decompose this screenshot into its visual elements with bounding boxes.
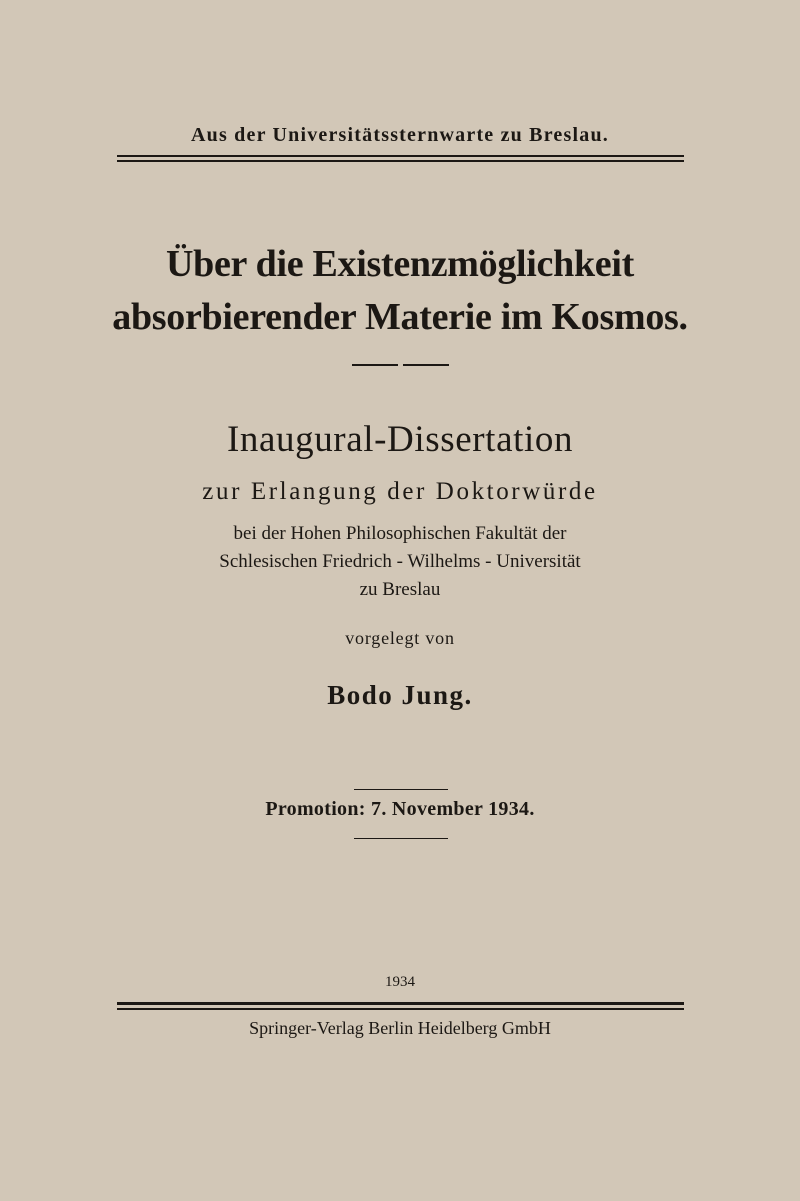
submitted-by-label: vorgelegt von xyxy=(345,628,455,648)
faculty-line-1: bei der Hohen Philosophischen Fakultät der xyxy=(233,523,567,544)
title-divider-left xyxy=(352,364,398,366)
publisher-name: Springer-Verlag Berlin Heidelberg GmbH xyxy=(249,1018,551,1038)
faculty-line-2: Schlesischen Friedrich - Wilhelms - Universität xyxy=(219,551,581,572)
title-line-1: Über die Existenzmöglichkeit xyxy=(166,243,634,285)
header-double-rule-top xyxy=(117,155,684,157)
promotion-date: Promotion: 7. November 1934. xyxy=(265,798,535,820)
publication-year: 1934 xyxy=(385,974,415,990)
institute-heading: Aus der Universitätssternwarte zu Breslau. xyxy=(191,124,609,146)
promotion-rule-top xyxy=(354,789,448,790)
footer-double-rule-top xyxy=(117,1002,684,1005)
promotion-rule-bottom xyxy=(354,838,448,839)
dissertation-title xyxy=(0,238,800,344)
title-divider-right xyxy=(403,364,449,366)
faculty-block xyxy=(0,520,800,604)
header-double-rule-bottom xyxy=(117,160,684,162)
footer-double-rule-bottom xyxy=(117,1008,684,1010)
dissertation-heading: Inaugural-Dissertation xyxy=(226,419,574,460)
faculty-line-3: zu Breslau xyxy=(359,579,441,600)
author-name: Bodo Jung. xyxy=(327,680,473,710)
dissertation-purpose: zur Erlangung der Doktorwürde xyxy=(202,478,598,505)
title-line-2: absorbierender Materie im Kosmos. xyxy=(112,296,688,338)
